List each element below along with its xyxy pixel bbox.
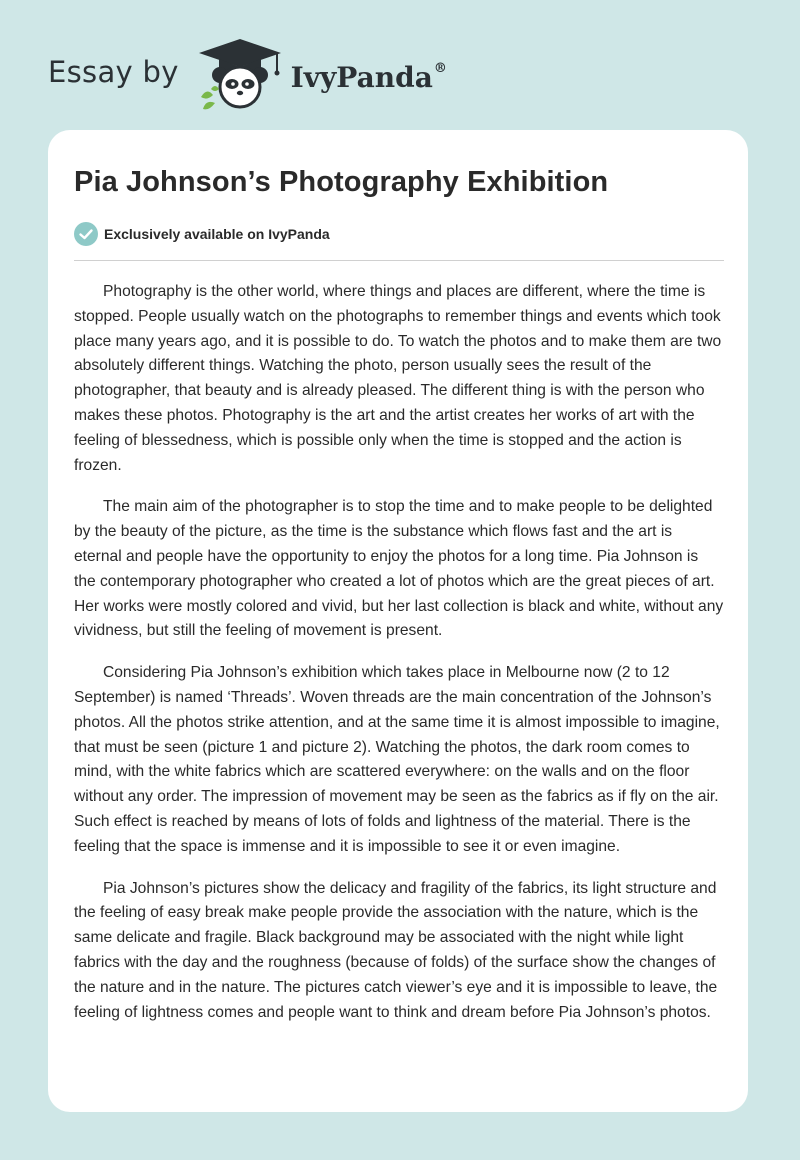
divider — [74, 260, 724, 261]
page-title: Pia Johnson’s Photography Exhibition — [74, 166, 609, 198]
paragraph: Considering Pia Johnson’s exhibition which takes place in Melbourne now (2 to 12 September) is named ‘Threads’. Woven threads are the main concentration of the Johnson’s photos. All the photos strike attention, and at the same time it is almost impossible to imagine, that must be seen (picture 1 and picture 2). Watching the photos, the dark room comes to mind, with the white fabrics which are scattered everywhere: on the walls and on the floor without any order. The impression of movement may be seen as the fabrics as if fly on the air. Such effect is reached by means of lots of folds and lightness of the material. There is the feeling that the space is immense and it is impossible to see it or even imagine. — [74, 664, 720, 855]
essay-body — [74, 280, 724, 1042]
essay-card — [48, 130, 748, 1112]
site-header — [48, 34, 447, 114]
check-circle-icon — [74, 222, 98, 246]
trademark-symbol: ® — [433, 61, 447, 77]
brand-name: IvyPanda® — [290, 60, 447, 94]
paragraph: The main aim of the photographer is to stop the time and to make people to be delighted by the beauty of the picture, as the time is the substance which flows fast and the art is eternal and people have the opportunity to enjoy the photos for a long time. Pia Johnson is the contemporary photographer who created a lot of photos which are the great pieces of art. Her works were mostly colored and vivid, but her last collection is black and white, without any vividness, but still the feeling of movement is present. — [74, 498, 724, 640]
exclusive-badge — [74, 222, 330, 246]
essay-by-label: Essay by — [48, 55, 179, 89]
paragraph: Pia Johnson’s pictures show the delicacy and fragility of the fabrics, its light structure and the feeling of easy break make people provide the association with the nature, which is the same delicate and fragile. Black background may be associated with the night while light fabrics with the day and the roughness (because of folds) of the surface show the changes of the nature and in the nature. The pictures catch viewer’s eye and it is impossible to leave, the feeling of lightness comes and people want to think and dream before Pia Johnson’s photos. — [74, 879, 718, 1021]
panda-graduate-icon — [193, 37, 287, 111]
paragraph: Photography is the other world, where things and places are different, where the time is stopped. People usually watch on the photographs to remember things and events which took place many years ago, and it is possible to do. To watch the photos and to make them are two absolutely different things. Watching the photo, person usually sees the result of the photographer, that beauty and is already pleased. The different thing is with the person who makes these photos. Photography is the art and the artist creates her works of art with the feeling of blessedness, which is possible only when the time is stopped and the action is frozen. — [74, 283, 722, 474]
badge-label: Exclusively available on IvyPanda — [104, 226, 330, 242]
